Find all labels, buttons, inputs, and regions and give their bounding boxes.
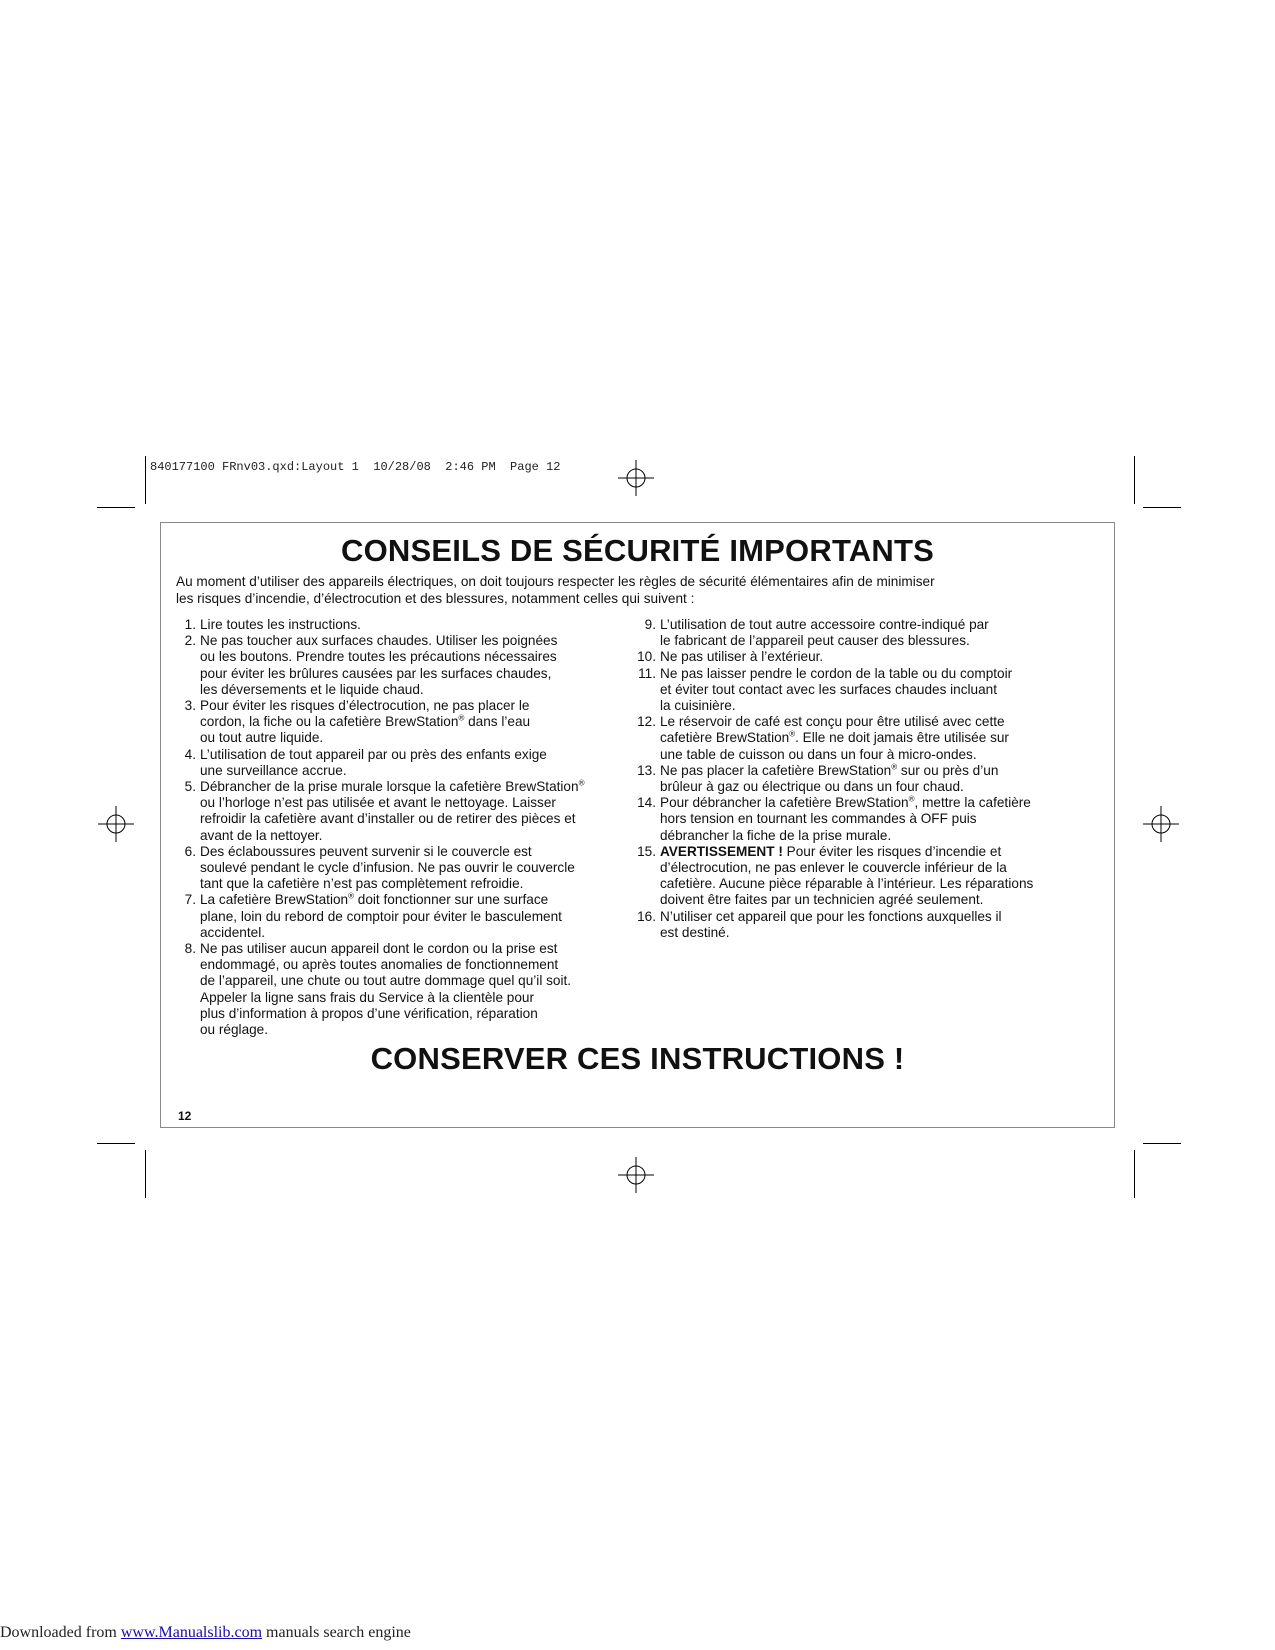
list-item — [176, 892, 626, 941]
list-item-line: débrancher la fiche de la prise murale. — [660, 827, 892, 843]
list-item-line: avant de la nettoyer. — [200, 827, 323, 843]
list-item-line: Ne pas utiliser à l’extérieur. — [660, 649, 824, 665]
manualslib-link[interactable]: www.Manualslib.com — [120, 1624, 263, 1641]
safety-panel — [160, 522, 1115, 1128]
crop-mark-top-right-h — [1143, 507, 1181, 508]
list-item-line — [660, 844, 1106, 860]
list-item-line: L’utilisation de tout appareil par ou près des enfants exige — [200, 746, 547, 762]
list-item — [176, 941, 626, 1038]
crop-mark-top-left-h — [97, 507, 135, 508]
list-item-line: plane, loin du rebord de comptoir pour éviter le basculement — [200, 908, 562, 924]
list-item-number: 1. — [184, 617, 196, 632]
save-instructions-title: CONSERVER CES INSTRUCTIONS ! — [370, 1041, 905, 1076]
intro-line: les risques d’incendie, d’électrocution et des blessures, notamment celles qui suivent : — [176, 591, 695, 606]
list-item-line: plus d’information à propos d’une vérification, réparation — [200, 1005, 538, 1021]
crop-mark-bottom-right-v — [1134, 1150, 1135, 1198]
list-item-line: tant que la cafetière n’est pas complètement refroidie. — [200, 876, 524, 892]
list-item-number: 16. — [637, 908, 656, 924]
list-item-line: Ne pas toucher aux surfaces chaudes. Utiliser les poignées — [200, 633, 558, 649]
list-item-line: ou les boutons. Prendre toutes les précautions nécessaires — [200, 649, 557, 665]
list-item — [176, 633, 626, 698]
warning-label: AVERTISSEMENT ! — [660, 843, 783, 859]
list-item — [176, 617, 626, 633]
list-item-number: 14. — [637, 795, 656, 811]
registration-mark-left-icon — [98, 806, 134, 842]
page-number: 12 — [178, 1109, 192, 1123]
list-item-number: 13. — [637, 762, 656, 778]
slug-line: 840177100 FRnv03.qxd:Layout 1 10/28/08 2:46 PM Page 12 — [150, 460, 561, 474]
list-item — [636, 714, 1106, 763]
list-item — [636, 649, 1106, 665]
page-title: CONSEILS DE SÉCURITÉ IMPORTANTS — [341, 533, 934, 568]
list-item-line: ou tout autre liquide. — [200, 730, 324, 746]
footer-suffix: manuals search engine — [262, 1624, 411, 1641]
list-item-line: le fabricant de l’appareil peut causer des blessures. — [660, 633, 970, 649]
list-item-line: la cuisinière. — [660, 698, 736, 714]
list-item — [636, 844, 1106, 909]
list-item-line: cafetière BrewStation®. Elle ne doit jamais être utilisée sur — [660, 729, 1009, 746]
crop-mark-top-right-v — [1134, 456, 1135, 504]
list-item-line: pour éviter les brûlures causées par les surfaces chaudes, — [200, 665, 552, 681]
crop-mark-bottom-left-h — [97, 1143, 135, 1144]
list-item-line: une surveillance accrue. — [200, 762, 347, 778]
list-item — [636, 666, 1106, 715]
left-column-list — [176, 617, 626, 1038]
right-column-list — [636, 617, 1106, 941]
crop-mark-bottom-right-h — [1143, 1143, 1181, 1144]
list-item-line: hors tension en tournant les commandes à OFF puis — [660, 811, 977, 827]
list-item-number: 2. — [184, 633, 196, 649]
list-item-line: Ne pas placer la cafetière BrewStation® sur ou près d’un — [660, 762, 999, 778]
list-item-line: L’utilisation de tout autre accessoire contre-indiqué par — [660, 617, 989, 632]
list-item-number: 8. — [184, 941, 196, 957]
list-item-line: une table de cuisson ou dans un four à micro-ondes. — [660, 746, 977, 762]
warning-text: Pour éviter les risques d’incendie et — [782, 843, 1002, 859]
registration-mark-bottom-icon — [618, 1157, 654, 1193]
list-item-line: brûleur à gaz ou électrique ou dans un four chaud. — [660, 779, 964, 795]
list-item-line: ou réglage. — [200, 1022, 269, 1038]
list-item-number: 11. — [638, 665, 656, 681]
list-item-line: est destiné. — [660, 924, 730, 940]
list-item-number: 7. — [184, 892, 196, 908]
list-item-line: Des éclaboussures peuvent survenir si le couvercle est — [200, 843, 532, 859]
crop-mark-top-left-v — [145, 456, 146, 504]
list-item-line: N’utiliser cet appareil que pour les fonctions auxquelles il — [660, 908, 1002, 924]
footer-prefix: Downloaded from — [0, 1624, 121, 1641]
list-item-line: cafetière. Aucune pièce réparable à l’intérieur. Les réparations — [660, 876, 1034, 892]
list-item-number: 10. — [637, 649, 656, 665]
registration-mark-top-icon — [618, 460, 654, 496]
list-item-line: Appeler la ligne sans frais du Service à la clientèle pour — [200, 989, 534, 1005]
list-item-number: 15. — [637, 843, 656, 859]
list-item-line: cordon, la fiche ou la cafetière BrewStation® dans l’eau — [200, 713, 531, 730]
registration-mark-right-icon — [1143, 806, 1179, 842]
list-item-number: 5. — [184, 779, 196, 795]
list-item-line: Ne pas laisser pendre le cordon de la table ou du comptoir — [660, 665, 1013, 681]
list-item — [176, 844, 626, 893]
list-item-number: 9. — [644, 617, 656, 632]
list-item — [636, 617, 1106, 649]
download-footer — [0, 1624, 411, 1642]
list-item-line: Débrancher de la prise murale lorsque la cafetière BrewStation® — [200, 778, 585, 795]
list-item-line: endommagé, ou après toutes anomalies de fonctionnement — [200, 957, 559, 973]
list-item — [636, 909, 1106, 941]
list-item-line: d’électrocution, ne pas enlever le couvercle inférieur de la — [660, 860, 1007, 876]
intro-line: Au moment d’utiliser des appareils électriques, on doit toujours respecter les règles de sécurité élémentaires afin de minimiser — [176, 574, 935, 589]
list-item-line: accidentel. — [200, 924, 265, 940]
list-item — [176, 698, 626, 747]
crop-mark-bottom-left-v — [145, 1150, 146, 1198]
list-item-line: La cafetière BrewStation® doit fonctionner sur une surface — [200, 891, 549, 908]
list-item-line: les déversements et le liquide chaud. — [200, 681, 424, 697]
list-item — [176, 779, 626, 844]
intro-paragraph — [176, 573, 1101, 607]
list-item-line: soulevé pendant le cycle d’infusion. Ne pas ouvrir le couvercle — [200, 860, 575, 876]
list-item-line: ou l’horloge n’est pas utilisée et avant le nettoyage. Laisser — [200, 795, 556, 811]
list-item-line: doivent être faites par un technicien agréé seulement. — [660, 892, 984, 908]
list-item-number: 12. — [637, 714, 656, 730]
list-item — [636, 763, 1106, 795]
list-item — [176, 747, 626, 779]
list-item-line: Pour débrancher la cafetière BrewStation®, mettre la cafetière — [660, 794, 1031, 811]
list-item-number: 6. — [184, 843, 196, 859]
list-item-line: Pour éviter les risques d’électrocution, ne pas placer le — [200, 698, 530, 714]
list-item-line: Ne pas utiliser aucun appareil dont le cordon ou la prise est — [200, 941, 558, 957]
list-item-line: refroidir la cafetière avant d’installer ou de retirer des pièces et — [200, 811, 576, 827]
list-item-line: Le réservoir de café est conçu pour être utilisé avec cette — [660, 714, 1005, 730]
list-item-line: et éviter tout contact avec les surfaces chaudes incluant — [660, 681, 998, 697]
list-item-line: de l’appareil, une chute ou tout autre dommage quel qu’il soit. — [200, 973, 572, 989]
list-item-line: Lire toutes les instructions. — [200, 617, 361, 632]
list-item-number: 4. — [184, 746, 196, 762]
list-item-number: 3. — [184, 698, 196, 714]
list-item — [636, 795, 1106, 844]
